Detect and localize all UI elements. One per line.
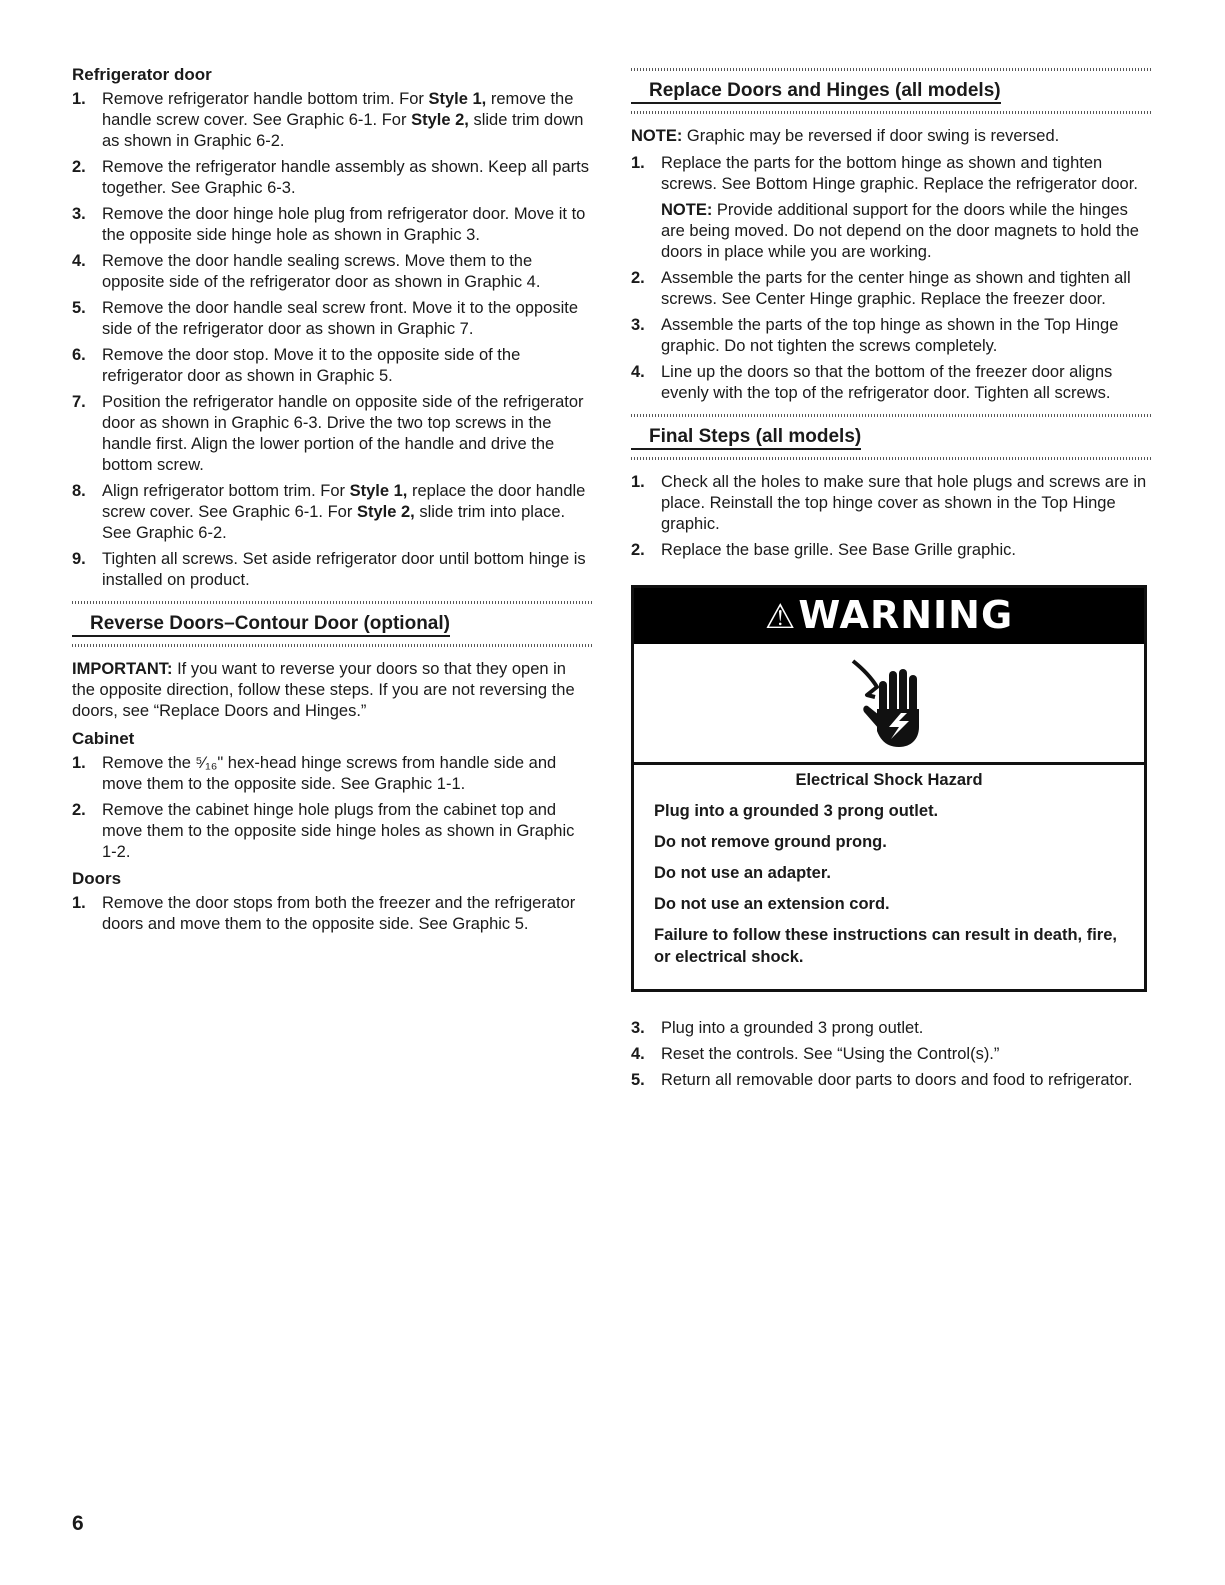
step-text: Align refrigerator bottom trim. For: [102, 482, 350, 500]
step-number: 1.: [72, 894, 86, 912]
step-item: [631, 540, 1153, 561]
step-number: 4.: [631, 1045, 645, 1063]
step-note: [661, 200, 1153, 263]
important-label: IMPORTANT:: [72, 660, 173, 678]
step-item: [72, 392, 592, 476]
step-number: 2.: [631, 269, 645, 287]
step-item: [72, 204, 592, 246]
reverse-doors-heading: [72, 597, 592, 651]
warning-line: Failure to follow these instructions can result in death, fire, or electrical shock.: [654, 926, 1117, 966]
step-text: Remove the door stop. Move it to the opposite side of the refrigerator door as shown in Graphic 5.: [102, 346, 521, 385]
step-item: [72, 345, 592, 387]
electrical-shock-hand-icon: [849, 655, 929, 751]
right-column: [631, 64, 1153, 1096]
step-note-label: NOTE:: [661, 201, 713, 219]
replace-doors-heading: [631, 64, 1153, 118]
warning-line: Do not remove ground prong.: [654, 833, 887, 851]
step-text: Line up the doors so that the bottom of the freezer door aligns evenly with the top of the refrigerator door. Tighten all screws.: [661, 363, 1113, 402]
page-number: 6: [72, 1512, 84, 1535]
step-item: [72, 753, 592, 795]
step-number: 2.: [631, 541, 645, 559]
warning-body: [634, 765, 1144, 989]
step-item: [72, 251, 592, 293]
step-number: 1.: [631, 473, 645, 491]
step-number: 1.: [72, 754, 86, 772]
important-text: If you want to reverse your doors so that they open in the opposite direction, follow these steps. If you are not reversing the doors, see “Replace Doors and Hinges.”: [72, 660, 575, 720]
cabinet-steps: [72, 753, 592, 863]
hazard-title: Electrical Shock Hazard: [795, 771, 983, 789]
replace-note-label: NOTE:: [631, 127, 683, 145]
step-number: 3.: [72, 205, 86, 223]
step-text: Remove the door hinge hole plug from refrigerator door. Move it to the opposite side hinge hole as shown in Graphic 3.: [102, 205, 586, 244]
doors-title: Doors: [72, 869, 122, 888]
step-number: 9.: [72, 550, 86, 568]
step-item: [631, 1018, 1153, 1039]
step-number: 2.: [72, 158, 86, 176]
reverse-doors-heading-text: Reverse Doors–Contour Door (optional): [72, 613, 450, 637]
step-number: 8.: [72, 482, 86, 500]
step-number: 1.: [631, 154, 645, 172]
step-item: [72, 157, 592, 199]
step-text: Remove refrigerator handle bottom trim. For: [102, 90, 429, 108]
replace-note: [631, 126, 1153, 147]
step-item: [631, 268, 1153, 310]
step-item: [72, 893, 592, 935]
final-steps-heading: [631, 410, 1153, 464]
warning-box: [631, 585, 1147, 992]
step-item: [72, 298, 592, 340]
step-text: Plug into a grounded 3 prong outlet.: [661, 1019, 924, 1037]
step-item: [631, 1070, 1153, 1091]
step-item: [631, 315, 1153, 357]
step-text: Remove the refrigerator handle assembly as shown. Keep all parts together. See Graphic 6-3.: [102, 158, 589, 197]
step-number: 5.: [631, 1071, 645, 1089]
step-text: Remove the door stops from both the freezer and the refrigerator doors and move them to the opposite side. See Graphic 5.: [102, 894, 576, 933]
step-text: Remove the door handle sealing screws. Move them to the opposite side of the refrigerator door as shown in Graphic 4.: [102, 252, 541, 291]
step-item: [72, 481, 592, 544]
step-item: [631, 153, 1153, 263]
step-number: 1.: [72, 90, 86, 108]
step-number: 7.: [72, 393, 86, 411]
step-text: Replace the parts for the bottom hinge as shown and tighten screws. See Bottom Hinge graphic. Replace the refrigerator door.: [661, 154, 1138, 193]
step-text: Return all removable door parts to doors and food to refrigerator.: [661, 1071, 1133, 1089]
final-steps-list-a: [631, 472, 1153, 561]
step-item: [72, 800, 592, 863]
step-note-text: Provide additional support for the doors while the hinges are being moved. Do not depend on the door magnets to hold the doors in place while you are working.: [661, 201, 1139, 261]
step-text-bold: Style 1,: [349, 482, 408, 500]
replace-note-text: Graphic may be reversed if door swing is reversed.: [682, 127, 1060, 145]
step-text: Tighten all screws. Set aside refrigerator door until bottom hinge is installed on product.: [102, 550, 586, 589]
step-item: [72, 89, 592, 152]
warning-line: Do not use an adapter.: [654, 864, 831, 882]
step-text-bold: Style 1,: [428, 90, 487, 108]
step-number: 4.: [72, 252, 86, 270]
step-text: Remove the ⁵⁄₁₆" hex-head hinge screws from handle side and move them to the opposite side. See Graphic 1-1.: [102, 754, 557, 793]
step-number: 5.: [72, 299, 86, 317]
replace-doors-heading-text: Replace Doors and Hinges (all models): [631, 80, 1001, 104]
step-number: 4.: [631, 363, 645, 381]
step-item: [72, 549, 592, 591]
step-item: [631, 472, 1153, 535]
step-text-bold: Style 2,: [411, 111, 469, 129]
warning-triangle-icon: ⚠: [764, 597, 797, 637]
step-number: 3.: [631, 1019, 645, 1037]
refrigerator-door-steps: [72, 89, 592, 591]
step-text: Reset the controls. See “Using the Control(s).”: [661, 1045, 1000, 1063]
step-text: slide trim into place. See Graphic 6-2.: [102, 503, 566, 542]
important-paragraph: [72, 659, 592, 722]
refrigerator-door-title: Refrigerator door: [72, 65, 212, 84]
final-steps-heading-text: Final Steps (all models): [631, 426, 861, 450]
warning-banner: [634, 588, 1144, 644]
doors-steps: [72, 893, 592, 935]
warning-line: Do not use an extension cord.: [654, 895, 890, 913]
step-item: [631, 362, 1153, 404]
step-text: replace the door handle screw cover. See Graphic 6-1. For: [102, 482, 586, 521]
step-item: [631, 1044, 1153, 1065]
step-text: Assemble the parts for the center hinge as shown and tighten all screws. See Center Hinge graphic. Replace the freezer door.: [661, 269, 1131, 308]
warning-line: Plug into a grounded 3 prong outlet.: [654, 802, 939, 820]
step-text: Position the refrigerator handle on opposite side of the refrigerator door as shown in Graphic 6-3. Drive the two top screws in the handle first. Align the lower portion of the handle and drive the bottom screw.: [102, 393, 584, 474]
step-number: 3.: [631, 316, 645, 334]
final-steps-list-b: [631, 1018, 1153, 1091]
step-number: 2.: [72, 801, 86, 819]
step-text: slide trim down as shown in Graphic 6-2.: [102, 111, 584, 150]
step-text: remove the handle screw cover. See Graphic 6-1. For: [102, 90, 574, 129]
left-column: [72, 64, 592, 940]
step-text: Remove the cabinet hinge hole plugs from the cabinet top and move them to the opposite side hinge holes as shown in Graphic 1-2.: [102, 801, 575, 861]
step-text-bold: Style 2,: [356, 503, 415, 521]
cabinet-title: Cabinet: [72, 729, 135, 748]
warning-icon-area: [634, 644, 1144, 765]
step-number: 6.: [72, 346, 86, 364]
step-text: Replace the base grille. See Base Grille graphic.: [661, 541, 1016, 559]
step-text: Assemble the parts of the top hinge as shown in the Top Hinge graphic. Do not tighten the screws completely.: [661, 316, 1119, 355]
step-text: Remove the door handle seal screw front. Move it to the opposite side of the refrigerator door as shown in Graphic 7.: [102, 299, 579, 338]
warning-banner-text: WARNING: [798, 593, 1014, 637]
replace-steps: [631, 153, 1153, 404]
step-text: Check all the holes to make sure that hole plugs and screws are in place. Reinstall the top hinge cover as shown in the Top Hinge graphic.: [661, 473, 1147, 533]
